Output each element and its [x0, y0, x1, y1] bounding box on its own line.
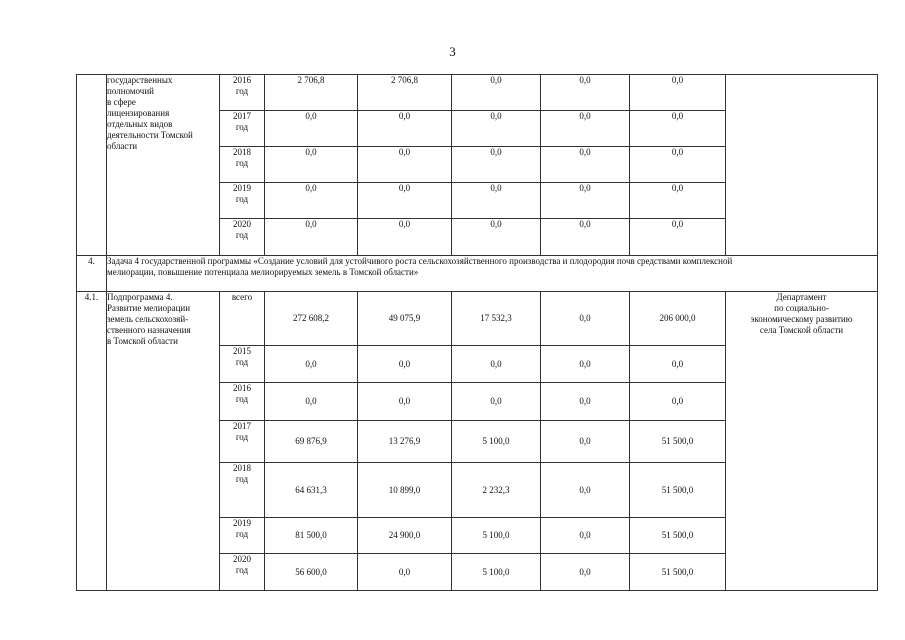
activity-name-line: полномочий [107, 86, 154, 96]
value-cell: 13 276,9 [358, 421, 452, 463]
year-cell: 2020 год [220, 554, 265, 591]
activity-name-line: земель сельскохозяй- [107, 314, 189, 324]
value-cell: 0,0 [265, 183, 358, 219]
value-cell: 0,0 [452, 383, 541, 421]
value-cell: 0,0 [630, 111, 726, 147]
value-cell: 0,0 [358, 383, 452, 421]
value-cell: 51 500,0 [630, 421, 726, 463]
value-cell: 0,0 [541, 219, 630, 256]
activity-name-line: Развитие мелиорации [107, 303, 191, 313]
value-cell: 0,0 [358, 346, 452, 383]
value-cell: 0,0 [541, 111, 630, 147]
value-cell: 0,0 [452, 75, 541, 111]
value-cell: 0,0 [265, 147, 358, 183]
responsible-line: по социально- [774, 303, 829, 313]
responsible-line: села Томской области [759, 325, 844, 335]
year-cell: 2016 год [220, 383, 265, 421]
page-number: 3 [449, 44, 456, 59]
value-cell: 81 500,0 [265, 518, 358, 554]
value-cell: 64 631,3 [265, 463, 358, 518]
value-cell: 49 075,9 [358, 292, 452, 346]
responsible-line: Департамент [776, 292, 827, 302]
value-cell: 51 500,0 [630, 463, 726, 518]
value-cell: 0,0 [452, 111, 541, 147]
value-cell: 2 232,3 [452, 463, 541, 518]
value-cell: 206 000,0 [630, 292, 726, 346]
activity-name-line: лицензирования [107, 108, 170, 118]
year-cell: 2017 год [220, 111, 265, 147]
task-row [77, 256, 878, 292]
row-number-cell: 4.1. [77, 292, 107, 591]
year-cell: 2018 год [220, 463, 265, 518]
table-row [77, 75, 878, 111]
year-cell: 2019 год [220, 183, 265, 219]
value-cell: 2 706,8 [265, 75, 358, 111]
value-cell: 0,0 [452, 147, 541, 183]
value-cell: 272 608,2 [265, 292, 358, 346]
activity-name-cell [107, 75, 220, 256]
activity-name-line: деятельности Томской [107, 130, 193, 140]
task-text-line: Задача 4 государственной программы «Создание условий для устойчивого роста сельскохозяйственного производства и плодородия почв средствами комплексной [107, 256, 733, 266]
value-cell: 0,0 [265, 219, 358, 256]
value-cell: 69 876,9 [265, 421, 358, 463]
task-number-cell: 4. [77, 256, 107, 292]
activity-name-line: отдельных видов [107, 119, 173, 129]
table-row [77, 292, 878, 346]
year-cell: 2015 год [220, 346, 265, 383]
value-cell: 56 600,0 [265, 554, 358, 591]
activity-name-line: государственных [107, 75, 173, 85]
value-cell: 0,0 [630, 75, 726, 111]
value-cell: 2 706,8 [358, 75, 452, 111]
value-cell: 0,0 [452, 346, 541, 383]
value-cell: 0,0 [265, 346, 358, 383]
year-cell: 2020 год [220, 219, 265, 256]
value-cell: 0,0 [358, 183, 452, 219]
responsible-line: экономическому развитию [750, 314, 853, 324]
year-cell: 2017 год [220, 421, 265, 463]
value-cell: 24 900,0 [358, 518, 452, 554]
value-cell: 0,0 [265, 111, 358, 147]
value-cell: 0,0 [541, 383, 630, 421]
value-cell: 10 899,0 [358, 463, 452, 518]
year-cell: 2018 год [220, 147, 265, 183]
value-cell: 51 500,0 [630, 518, 726, 554]
row-number-cell [77, 75, 107, 256]
value-cell: 0,0 [358, 219, 452, 256]
value-cell: 0,0 [541, 292, 630, 346]
value-cell: 0,0 [630, 183, 726, 219]
value-cell: 0,0 [541, 147, 630, 183]
year-cell: всего [220, 292, 265, 346]
task-text-line: мелиорации, повышение потенциала мелиорируемых земель в Томской области» [107, 267, 419, 277]
responsible-cell [726, 292, 878, 591]
activity-name-line: в сфере [107, 97, 136, 107]
year-cell: 2019 год [220, 518, 265, 554]
activity-name-line: Подпрограмма 4. [107, 292, 173, 302]
value-cell: 0,0 [541, 346, 630, 383]
budget-table [76, 74, 878, 591]
value-cell: 0,0 [358, 554, 452, 591]
value-cell: 0,0 [452, 183, 541, 219]
value-cell: 0,0 [358, 111, 452, 147]
value-cell: 0,0 [630, 383, 726, 421]
value-cell: 51 500,0 [630, 554, 726, 591]
value-cell: 0,0 [541, 463, 630, 518]
value-cell: 0,0 [358, 147, 452, 183]
activity-name-line: области [107, 141, 138, 151]
value-cell: 0,0 [452, 219, 541, 256]
responsible-cell [726, 75, 878, 256]
task-text-cell [107, 256, 878, 292]
value-cell: 0,0 [265, 383, 358, 421]
value-cell: 0,0 [541, 421, 630, 463]
value-cell: 0,0 [630, 219, 726, 256]
value-cell: 5 100,0 [452, 554, 541, 591]
value-cell: 17 532,3 [452, 292, 541, 346]
value-cell: 0,0 [541, 183, 630, 219]
value-cell: 0,0 [630, 147, 726, 183]
activity-name-line: ственного назначения [107, 325, 191, 335]
value-cell: 0,0 [541, 75, 630, 111]
value-cell: 0,0 [541, 554, 630, 591]
activity-name-line: в Томской области [107, 336, 178, 346]
activity-name-cell [107, 292, 220, 591]
value-cell: 0,0 [541, 518, 630, 554]
value-cell: 0,0 [630, 346, 726, 383]
value-cell: 5 100,0 [452, 518, 541, 554]
year-cell: 2016 год [220, 75, 265, 111]
value-cell: 5 100,0 [452, 421, 541, 463]
